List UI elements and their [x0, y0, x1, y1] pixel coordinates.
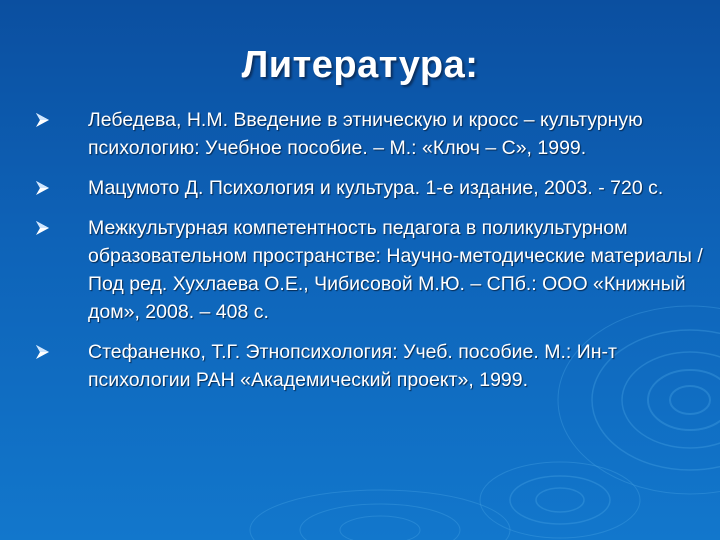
arrow-triangle-icon [34, 180, 50, 196]
reference-text: Стефаненко, Т.Г. Этнопсихология: Учеб. пособие. М.: Ин-т психологии РАН «Академический проект», 1999. [88, 341, 617, 391]
reference-item [34, 106, 704, 162]
reference-item [34, 338, 704, 394]
arrow-triangle-icon [34, 112, 50, 128]
reference-item [34, 214, 704, 326]
arrow-triangle-icon [34, 220, 50, 236]
reference-item [34, 174, 704, 202]
reference-text: Лебедева, Н.М. Введение в этническую и кросс – культурную психологию: Учебное пособие. – М.: «Ключ – С», 1999. [88, 109, 643, 159]
slide-title: Литература: [241, 44, 479, 86]
reference-list [34, 106, 704, 406]
reference-text: Межкультурная компетентность педагога в поликультурном образовательном пространстве: Научно-методические материалы / Под ред. Хухлаева О.Е., Чибисовой М.Ю. – СПб.: ООО «Книжный дом», 2008. – 408 с. [88, 217, 703, 323]
arrow-triangle-icon [34, 344, 50, 360]
reference-text: Мацумото Д. Психология и культура. 1-е издание, 2003. - 720 с. [88, 177, 664, 199]
